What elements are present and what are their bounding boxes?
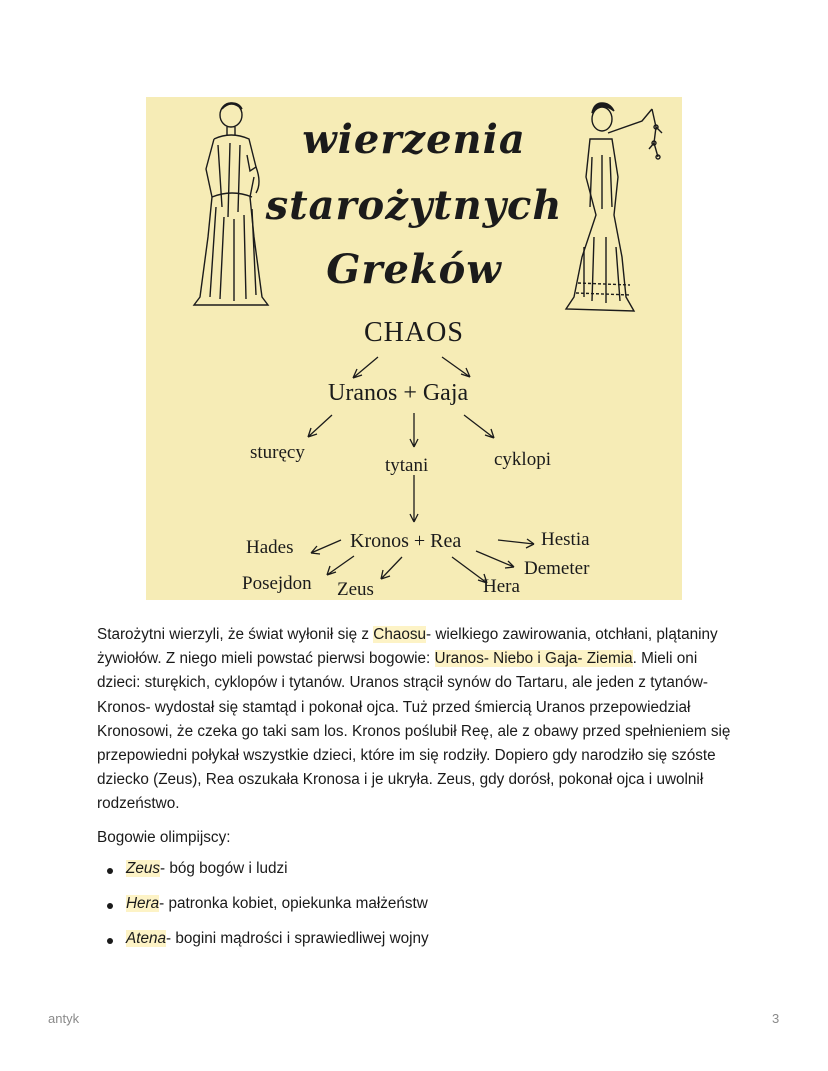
bullet-icon: [107, 868, 113, 874]
intro-text-1: Starożytni wierzyli, że świat wyłonił się z: [97, 626, 374, 643]
diagram-kronos-rea: Kronos + Rea: [350, 530, 462, 552]
diagram-posejdon: Posejdon: [242, 573, 312, 594]
gods-heading: Bogowie olimpijscy:: [97, 828, 231, 846]
diagram-cyklopi: cyklopi: [494, 449, 551, 470]
diagram-tytani: tytani: [385, 455, 429, 476]
page-number: 3: [772, 1011, 780, 1026]
god-name: Atena: [126, 930, 166, 947]
diagram-hestia: Hestia: [541, 529, 590, 550]
diagram-hera: Hera: [483, 576, 520, 597]
highlight-chaos: Chaosu: [373, 626, 427, 643]
intro-text-3: . Mieli oni dzieci: sturękich, cyklopów i tytanów. Uranos strącił synów do Tartaru, ale jeden z tytanów- Kronos- wydostał się stamtąd i pokonał ojca. Tuż przed śmiercią Uranos przepowiedział Kronosowi, że czeka go taki sam los. Kronos poślubił Reę, ale z obawy przed spełnieniem się przepowiedni połykał wszystkie dzieci, które im się rodziły. Dopiero gdy narodziło się szóste dziecko (Zeus), Rea oszukała Kronosa i je ukryła. Zeus, gdy dorósł, pokonał ojca i uwolnił rodzeństwo.: [97, 650, 731, 813]
diagram-chaos: CHAOS: [364, 317, 464, 348]
god-desc: - bóg bogów i ludzi: [160, 860, 288, 877]
god-desc: - bogini mądrości i sprawiedliwej wojny: [165, 930, 429, 947]
article-body: [97, 623, 737, 850]
god-desc: - patronka kobiet, opiekunka małżeństw: [159, 895, 428, 912]
footer-label: antyk: [48, 1011, 80, 1026]
god-name: Zeus: [126, 860, 161, 877]
poster-title-line-3: Greków: [326, 246, 502, 293]
diagram-hades: Hades: [246, 537, 294, 558]
diagram-uranos-gaja: Uranos + Gaja: [328, 380, 469, 406]
god-name: Hera: [126, 895, 160, 912]
poster-image: [146, 97, 682, 600]
poster-title-line-2: starożytnych: [265, 182, 563, 229]
diagram-zeus: Zeus: [337, 579, 374, 600]
diagram-sturecy: sturęcy: [250, 442, 305, 463]
bullet-icon: [107, 938, 113, 944]
intro-paragraph: [97, 623, 737, 817]
bullet-icon: [107, 903, 113, 909]
highlight-uranos-gaja: Uranos- Niebo i Gaja- Ziemia: [434, 650, 633, 668]
poster-title-line-1: wierzenia: [302, 116, 526, 163]
intro-text-2: - wielkiego zawirowania, otchłani, plątaniny żywiołów. Z niego mieli powstać pierwsi bogowie:: [97, 626, 718, 668]
diagram-demeter: Demeter: [524, 558, 590, 579]
